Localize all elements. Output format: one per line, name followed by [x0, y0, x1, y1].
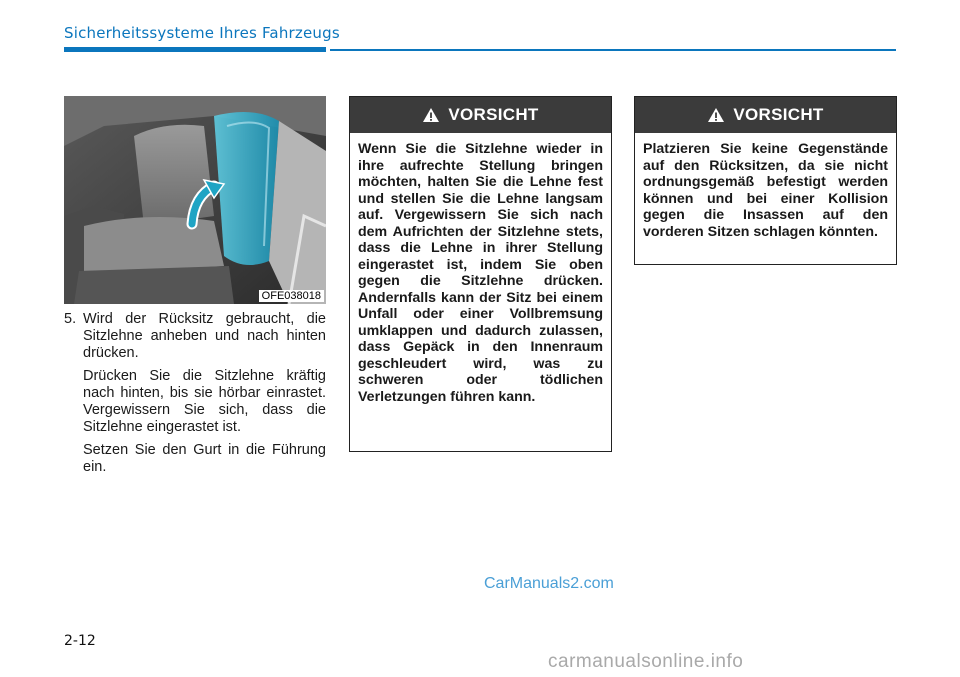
- caution-box-seatback: [349, 96, 612, 452]
- caution-box-rear-seat-objects: [634, 96, 897, 265]
- figure-code: OFE038018: [259, 290, 324, 302]
- caution-label: VORSICHT: [448, 105, 539, 124]
- caution-text: Wenn Sie die Sitzlehne wieder in ihre aufrechte Stellung bringen möchten, halten Sie die Lehne fest und stellen Sie die Lehne langsam auf. Vergewissern Sie sich nach dem Aufrichten der Sitzlehne stets, dass die Lehne in ihrer Stellung eingerastet ist, indem Sie oben gegen die Sitzlehne drücken. Andernfalls kann der Sitz bei einem Unfall oder einer Vollbremsung umklappen und dadurch zulassen, dass Gepäck in den Innenraum geschleudert wird, was zu schweren oder tödlichen Verletzungen führen kann.: [358, 141, 603, 405]
- step-text-2: Drücken Sie die Sitzlehne kräftig nach hinten, bis sie hörbar einrastet. Vergewissern Sie sich, dass die Sitzlehne eingerastet ist.: [83, 368, 326, 435]
- warning-triangle-icon: [422, 107, 440, 123]
- instruction-step-5: [64, 311, 326, 482]
- carmanuals-watermark[interactable]: CarManuals2.com: [484, 575, 614, 592]
- page-number: 2-12: [64, 633, 96, 649]
- footer-watermark[interactable]: carmanualsonline.info: [548, 651, 744, 672]
- rear-seat-illustration: [64, 96, 326, 304]
- caution-label: VORSICHT: [733, 105, 824, 124]
- caution-header: [350, 97, 611, 133]
- header-accent-bar: [64, 47, 326, 52]
- caution-text: Platzieren Sie keine Gegenstände auf den Rücksitzen, da sie nicht ordnungsgemäß befestigt werden können und bei einer Kollision gegen die Insassen auf den vorderen Sitzen schlagen könnten.: [643, 141, 888, 240]
- step-text-1: Wird der Rücksitz gebraucht, die Sitzlehne anheben und nach hinten drücken.: [83, 311, 326, 361]
- warning-triangle-icon: [707, 107, 725, 123]
- header-rule: [330, 49, 896, 51]
- section-title: Sicherheitssysteme Ihres Fahrzeugs: [64, 24, 340, 42]
- step-text-3: Setzen Sie den Gurt in die Führung ein.: [83, 442, 326, 475]
- step-number: 5.: [64, 311, 77, 327]
- rear-seat-photo: [64, 96, 326, 304]
- caution-header: [635, 97, 896, 133]
